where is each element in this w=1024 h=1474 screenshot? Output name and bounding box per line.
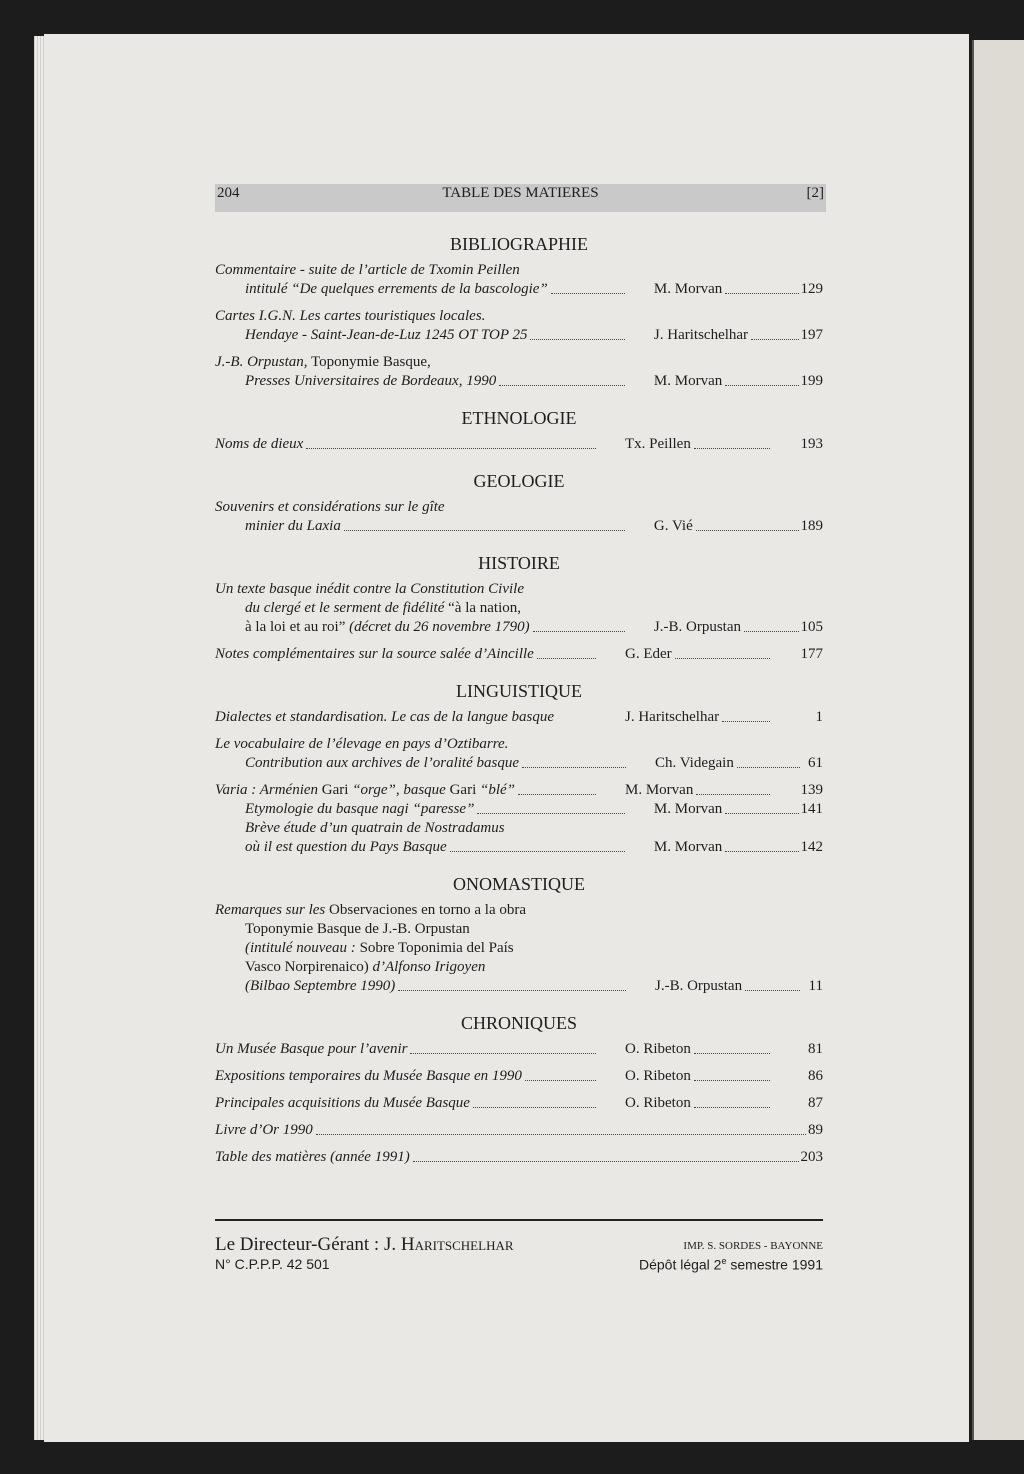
toc-entry bbox=[215, 1067, 823, 1086]
entry-title bbox=[215, 307, 823, 326]
cppp-number: N° C.P.P.P. 42 501 bbox=[215, 1256, 330, 1272]
director-credit bbox=[215, 1234, 514, 1256]
entry-title bbox=[215, 958, 823, 977]
page-ref: 11 bbox=[808, 978, 823, 994]
title-text bbox=[245, 754, 519, 773]
title-text bbox=[245, 517, 341, 536]
title-segment: Presses Universitaires de Bordeaux, 1990 bbox=[245, 373, 497, 389]
title-text bbox=[215, 1148, 410, 1167]
dot-leader bbox=[398, 977, 626, 991]
depot-suffix: semestre 1991 bbox=[726, 1256, 823, 1273]
dot-leader bbox=[551, 280, 625, 294]
entry-author bbox=[654, 326, 801, 345]
author-name: J.-B. Orpustan bbox=[655, 978, 743, 994]
entry-author bbox=[654, 618, 801, 637]
page-ref: 193 bbox=[800, 436, 823, 452]
entry-title bbox=[215, 599, 823, 618]
author-name: O. Ribeton bbox=[625, 1041, 691, 1057]
dot-leader bbox=[675, 645, 770, 659]
entry-title bbox=[215, 800, 627, 819]
entry-line bbox=[215, 781, 823, 800]
entry-title bbox=[215, 901, 823, 920]
dot-leader bbox=[725, 838, 798, 852]
title-segment: Expositions temporaires du Musée Basque en 1990 bbox=[215, 1068, 522, 1084]
dot-leader bbox=[316, 1121, 806, 1135]
volume-number: [2] bbox=[806, 185, 824, 201]
footer-rule bbox=[215, 1219, 823, 1221]
dot-leader bbox=[696, 781, 770, 795]
title-segment: Hendaye - Saint-Jean-de-Luz 1245 OT TOP 25 bbox=[245, 327, 528, 343]
toc-entry bbox=[215, 901, 823, 996]
title-text bbox=[245, 326, 527, 345]
entry-line bbox=[215, 1121, 823, 1140]
entry-title bbox=[215, 1094, 598, 1113]
entry-line bbox=[215, 307, 823, 326]
entry-title bbox=[215, 781, 598, 800]
dot-leader bbox=[694, 1067, 770, 1081]
entry-title bbox=[215, 353, 823, 372]
title-segment: où il est question du Pays Basque bbox=[245, 839, 447, 855]
page-ref: 89 bbox=[808, 1122, 823, 1138]
dot-leader bbox=[410, 1040, 596, 1054]
entry-line bbox=[215, 735, 823, 754]
dot-leader bbox=[725, 372, 798, 386]
dot-leader bbox=[344, 517, 625, 531]
page-ref: 105 bbox=[800, 619, 823, 635]
title-text bbox=[245, 920, 470, 939]
page-ref: 197 bbox=[800, 327, 823, 343]
title-segment: intitulé “De quelques errements de la bascologie” bbox=[245, 281, 548, 297]
entry-line bbox=[215, 1094, 823, 1113]
entry-author bbox=[625, 1040, 772, 1059]
dot-leader bbox=[722, 708, 770, 722]
entry-line bbox=[215, 372, 823, 391]
entry-line bbox=[215, 754, 823, 773]
entry-title bbox=[215, 326, 627, 345]
depot-sup: e bbox=[721, 1256, 727, 1266]
title-text bbox=[245, 819, 505, 838]
title-segment: Gari bbox=[445, 782, 480, 798]
entry-title bbox=[215, 435, 598, 454]
title-text bbox=[215, 781, 515, 800]
entry-title bbox=[215, 498, 823, 517]
title-text bbox=[245, 599, 521, 618]
entry-line bbox=[215, 901, 823, 920]
printer: IMP. S. SORDES - BAYONNE bbox=[683, 1240, 823, 1252]
title-text bbox=[245, 939, 514, 958]
entry-author bbox=[654, 517, 801, 536]
toc-section bbox=[215, 551, 823, 664]
title-segment: Principales acquisitions du Musée Basque bbox=[215, 1095, 470, 1111]
toc-section bbox=[215, 406, 823, 454]
author-name: M. Morvan bbox=[625, 782, 694, 798]
section-title: GEOLOGIE bbox=[473, 471, 565, 491]
title-segment: “orge”, basque bbox=[352, 782, 446, 798]
title-text bbox=[215, 1121, 313, 1140]
entry-title bbox=[215, 838, 627, 857]
author-name: J.-B. Orpustan bbox=[653, 619, 741, 635]
dot-leader bbox=[530, 326, 624, 340]
author-name: G. Vié bbox=[653, 518, 693, 534]
toc-entry bbox=[215, 435, 823, 454]
author-name: J. Haritschelhar bbox=[653, 327, 749, 343]
dot-leader bbox=[450, 838, 625, 852]
page-ref: 81 bbox=[808, 1041, 823, 1057]
title-segment: Remarques sur les bbox=[215, 902, 326, 918]
page-ref: 199 bbox=[800, 373, 823, 389]
entry-title bbox=[215, 735, 823, 754]
entry-author bbox=[654, 800, 801, 819]
author-name: M. Morvan bbox=[653, 839, 723, 855]
author-name: J. Haritschelhar bbox=[625, 709, 720, 725]
title-text bbox=[215, 580, 524, 599]
entry-title bbox=[215, 618, 627, 637]
toc-entry bbox=[215, 498, 823, 536]
entry-title bbox=[215, 580, 823, 599]
dot-leader bbox=[694, 1040, 770, 1054]
entry-line bbox=[215, 517, 823, 536]
title-segment: Contribution aux archives de l’oralité basque bbox=[245, 755, 519, 771]
entry-title bbox=[215, 819, 823, 838]
title-text bbox=[245, 280, 548, 299]
director-name: Haritschelhar bbox=[400, 1234, 514, 1255]
entry-author bbox=[625, 645, 772, 664]
entry-author bbox=[655, 977, 802, 996]
title-segment: Varia : Arménien bbox=[215, 782, 319, 798]
entry-line bbox=[215, 958, 823, 977]
entry-author bbox=[655, 754, 802, 773]
title-segment: Brève étude d’un quatrain de Nostradamus bbox=[245, 820, 505, 836]
entry-author bbox=[625, 781, 772, 800]
title-text bbox=[245, 838, 447, 857]
title-segment: Un texte basque inédit contre la Constitution Civile bbox=[215, 581, 524, 597]
dot-leader bbox=[737, 754, 800, 768]
title-text bbox=[245, 372, 496, 391]
dot-leader bbox=[537, 645, 596, 659]
entry-title bbox=[215, 280, 627, 299]
section-title: ONOMASTIQUE bbox=[453, 874, 585, 894]
section-title: BIBLIOGRAPHIE bbox=[450, 234, 588, 254]
title-segment: (Bilbao Septembre 1990) bbox=[245, 978, 396, 994]
toc-entry bbox=[215, 708, 823, 727]
entry-title bbox=[215, 372, 627, 391]
page-ref: 61 bbox=[808, 755, 823, 771]
entry-title bbox=[215, 939, 823, 958]
entry-line bbox=[215, 261, 823, 280]
title-segment: Noms de dieux bbox=[215, 436, 304, 452]
section-title: CHRONIQUES bbox=[460, 1013, 577, 1033]
entry-author bbox=[654, 838, 801, 857]
entry-line bbox=[215, 939, 823, 958]
page-ref: 1 bbox=[815, 709, 823, 725]
entry-line bbox=[215, 353, 823, 372]
title-text bbox=[215, 435, 303, 454]
title-segment: Toponymie Basque, bbox=[307, 354, 431, 370]
author-name: O. Ribeton bbox=[625, 1068, 691, 1084]
title-text bbox=[245, 800, 474, 819]
entry-line bbox=[215, 920, 823, 939]
title-segment: Commentaire - suite de l’article de Txomin Peillen bbox=[215, 262, 520, 278]
author-name: Tx. Peillen bbox=[625, 436, 691, 452]
title-segment: “blé” bbox=[479, 782, 515, 798]
page-ref: 129 bbox=[800, 281, 823, 297]
entry-title bbox=[215, 754, 628, 773]
toc-section bbox=[215, 679, 823, 857]
legal-deposit bbox=[639, 1256, 823, 1273]
dot-leader bbox=[499, 372, 625, 386]
toc-entry bbox=[215, 580, 823, 637]
entry-author bbox=[625, 1094, 772, 1113]
entry-line bbox=[215, 326, 823, 345]
title-segment: Le vocabulaire de l’élevage en pays d’Oztibarre. bbox=[215, 736, 509, 752]
entry-author bbox=[625, 708, 772, 727]
toc-entry bbox=[215, 781, 823, 857]
author-name: Ch. Videgain bbox=[655, 755, 734, 771]
entry-title bbox=[215, 708, 598, 727]
title-text bbox=[215, 498, 445, 517]
title-segment: Livre d’Or 1990 bbox=[215, 1122, 313, 1138]
entry-author bbox=[654, 372, 801, 391]
entry-line bbox=[215, 1148, 823, 1167]
toc-entry bbox=[215, 1148, 823, 1167]
section-title: HISTOIRE bbox=[478, 553, 560, 573]
toc-entry bbox=[215, 307, 823, 345]
dot-leader bbox=[745, 977, 800, 991]
dot-leader bbox=[694, 435, 770, 449]
table-of-contents bbox=[215, 232, 823, 1167]
title-segment: Dialectes et standardisation. Le cas de la langue basque bbox=[215, 709, 554, 725]
dot-leader bbox=[744, 618, 799, 632]
title-text bbox=[215, 901, 526, 920]
entry-title bbox=[215, 261, 823, 280]
toc-section bbox=[215, 232, 823, 391]
entry-author bbox=[654, 280, 801, 299]
page-ref: 86 bbox=[808, 1068, 823, 1084]
author-name: M. Morvan bbox=[653, 281, 723, 297]
title-segment: Toponymie Basque de J.-B. Orpustan bbox=[245, 921, 470, 937]
toc-entry bbox=[215, 1094, 823, 1113]
entry-line bbox=[215, 708, 823, 727]
dot-leader bbox=[725, 800, 798, 814]
title-text bbox=[245, 977, 395, 996]
entry-title bbox=[215, 1148, 801, 1167]
title-segment: d’Alfonso Irigoyen bbox=[368, 959, 486, 975]
entry-title bbox=[215, 1040, 598, 1059]
title-segment: (intitulé nouveau : bbox=[245, 940, 356, 956]
dot-leader bbox=[525, 1067, 596, 1081]
title-segment: Sobre Toponimia del País bbox=[355, 940, 514, 956]
title-segment: Un Musée Basque pour l’avenir bbox=[215, 1041, 408, 1057]
page-ref: 139 bbox=[800, 782, 823, 798]
title-text bbox=[215, 1067, 522, 1086]
entry-title bbox=[215, 645, 598, 664]
title-segment: Gari bbox=[318, 782, 353, 798]
entry-line bbox=[215, 800, 823, 819]
title-text bbox=[215, 1040, 407, 1059]
title-text bbox=[215, 307, 485, 326]
title-text bbox=[245, 958, 485, 977]
title-segment: minier du Laxia bbox=[245, 518, 341, 534]
title-segment: J.-B. Orpustan, bbox=[215, 354, 308, 370]
dot-leader bbox=[696, 517, 799, 531]
toc-entry bbox=[215, 645, 823, 664]
title-text bbox=[215, 353, 431, 372]
entry-line bbox=[215, 645, 823, 664]
entry-author bbox=[625, 1067, 772, 1086]
entry-title bbox=[215, 1121, 808, 1140]
facing-page-edge bbox=[972, 40, 1024, 1440]
toc-section bbox=[215, 1011, 823, 1167]
title-text bbox=[245, 618, 530, 637]
entry-line bbox=[215, 819, 823, 838]
entry-line bbox=[215, 280, 823, 299]
entry-line bbox=[215, 580, 823, 599]
title-segment: Table des matières (année 1991) bbox=[215, 1149, 410, 1165]
title-segment: du clergé et le serment de fidélité bbox=[245, 600, 445, 616]
title-segment: Souvenirs et considérations sur le gîte bbox=[215, 499, 445, 515]
title-segment: Notes complémentaires sur la source salée d’Aincille bbox=[215, 646, 534, 662]
entry-line bbox=[215, 838, 823, 857]
title-segment: Vasco Norpirenaico) bbox=[245, 959, 369, 975]
dot-leader bbox=[533, 618, 625, 632]
toc-section bbox=[215, 872, 823, 996]
entry-line bbox=[215, 599, 823, 618]
page-ref: 203 bbox=[800, 1149, 823, 1165]
section-title: LINGUISTIQUE bbox=[456, 681, 582, 701]
dot-leader bbox=[473, 1094, 596, 1108]
entry-line bbox=[215, 435, 823, 454]
toc-entry bbox=[215, 1040, 823, 1059]
entry-title bbox=[215, 1067, 598, 1086]
entry-title bbox=[215, 517, 627, 536]
director-label: Le Directeur-Gérant : J. bbox=[215, 1234, 401, 1255]
dot-leader bbox=[413, 1148, 799, 1162]
toc-entry bbox=[215, 1121, 823, 1140]
entry-line bbox=[215, 1040, 823, 1059]
page-ref: 189 bbox=[800, 518, 823, 534]
entry-line bbox=[215, 618, 823, 637]
page-ref: 142 bbox=[800, 839, 823, 855]
header-title: TABLE DES MATIERES bbox=[442, 185, 599, 201]
entry-title bbox=[215, 977, 628, 996]
title-text bbox=[215, 708, 554, 727]
dot-leader bbox=[522, 754, 626, 768]
footer-line-1 bbox=[215, 1234, 823, 1258]
author-name: M. Morvan bbox=[653, 373, 723, 389]
toc-entry bbox=[215, 735, 823, 773]
entry-title bbox=[215, 920, 823, 939]
title-text bbox=[215, 645, 534, 664]
dot-leader bbox=[477, 800, 624, 814]
author-name: G. Eder bbox=[625, 646, 672, 662]
title-segment: Etymologie du basque nagi “paresse” bbox=[245, 801, 475, 817]
section-title: ETHNOLOGIE bbox=[461, 408, 577, 428]
author-name: O. Ribeton bbox=[625, 1095, 691, 1111]
page-ref: 141 bbox=[800, 801, 823, 817]
dot-leader bbox=[694, 1094, 770, 1108]
page-ref: 87 bbox=[808, 1095, 823, 1111]
page-ref: 177 bbox=[800, 646, 823, 662]
entry-line bbox=[215, 498, 823, 517]
title-segment: à la loi et au roi” bbox=[245, 619, 346, 635]
title-text bbox=[215, 735, 508, 754]
page-number: 204 bbox=[217, 185, 240, 201]
title-segment: (décret du 26 novembre 1790) bbox=[345, 619, 530, 635]
depot-prefix: Dépôt légal 2 bbox=[638, 1256, 722, 1273]
entry-line bbox=[215, 977, 823, 996]
dot-leader bbox=[518, 781, 596, 795]
title-text bbox=[215, 1094, 470, 1113]
toc-entry bbox=[215, 261, 823, 299]
title-segment: Observaciones en torno a la obra bbox=[325, 902, 527, 918]
toc-section bbox=[215, 469, 823, 536]
title-segment: “à la nation, bbox=[444, 600, 522, 616]
dot-leader bbox=[306, 435, 596, 449]
author-name: M. Morvan bbox=[653, 801, 723, 817]
dot-leader bbox=[751, 326, 798, 340]
title-segment: Cartes I.G.N. Les cartes touristiques locales. bbox=[215, 308, 486, 324]
dot-leader bbox=[725, 280, 798, 294]
title-text bbox=[215, 261, 520, 280]
entry-line bbox=[215, 1067, 823, 1086]
toc-entry bbox=[215, 353, 823, 391]
entry-author bbox=[625, 435, 772, 454]
